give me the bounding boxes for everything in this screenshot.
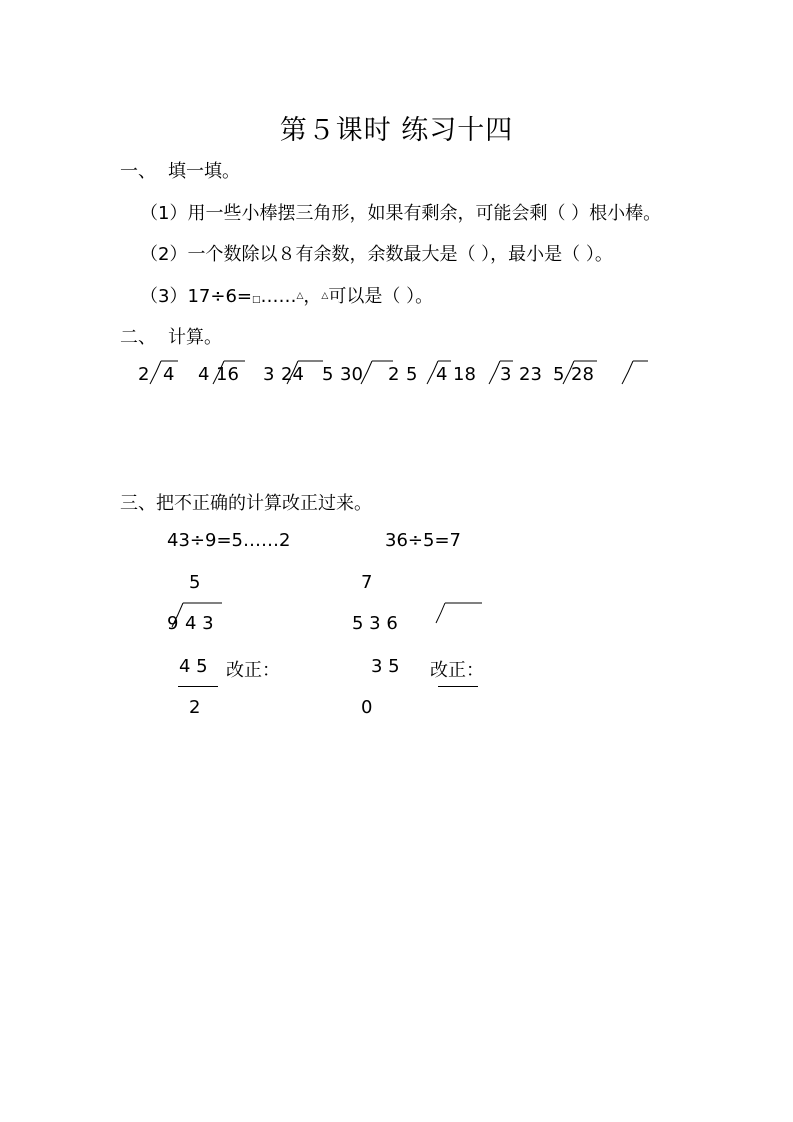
section3-heading: 三、把不正确的计算改正过来。	[120, 493, 372, 514]
left-divisor: 9	[167, 613, 179, 634]
division-number: 3	[263, 364, 275, 385]
square-symbol: □	[251, 295, 261, 305]
question-2: （2）一个数除以８有余数，余数最大是（ ），最小是（ ）。	[140, 244, 613, 265]
division-number: 5	[406, 364, 418, 385]
left-dividend: 4 3	[185, 613, 214, 634]
division-number: 4	[163, 364, 175, 385]
triangle-symbol: △	[296, 291, 304, 301]
division-number: 3	[500, 364, 512, 385]
left-remainder: 2	[189, 697, 201, 718]
division-number: 2	[138, 364, 150, 385]
long-division-bracket	[213, 360, 247, 386]
division-number: 16	[216, 364, 239, 385]
question-3	[140, 282, 433, 308]
section2-heading-number: 二、	[120, 327, 156, 348]
division-number: 30	[340, 364, 363, 385]
comma: ，	[303, 286, 322, 307]
long-division-bracket	[436, 601, 484, 627]
ellipsis: ……	[260, 286, 297, 307]
question-1: （1）用一些小棒摆三角形，如果有剩余，可能会剩（ ）根小棒。	[140, 203, 662, 224]
division-number: 4	[198, 364, 210, 385]
section2-heading: 计算。	[168, 327, 222, 348]
left-correction-label: 改正：	[226, 660, 280, 681]
section1-heading: 填一填。	[168, 161, 240, 182]
subtraction-line	[438, 686, 478, 687]
right-division-row: 5 3 6	[352, 613, 398, 634]
division-number: 5	[553, 364, 565, 385]
triangle-symbol: △	[321, 291, 329, 301]
long-division-bracket	[489, 360, 515, 386]
right-product: 3 5	[371, 656, 400, 677]
left-product: 4 5	[179, 656, 208, 677]
division-number: 4	[436, 364, 448, 385]
division-number: 18	[453, 364, 476, 385]
long-division-bracket	[563, 360, 599, 386]
right-equation: 36÷5=7	[385, 530, 461, 551]
long-division-bracket	[150, 360, 180, 386]
division-number: 5	[322, 364, 334, 385]
subtraction-line	[178, 686, 218, 687]
division-number: 23	[519, 364, 542, 385]
right-remainder: 0	[361, 697, 373, 718]
question-3-prefix: （3）17÷6=	[140, 286, 252, 307]
division-number: 24	[281, 364, 304, 385]
long-division-bracket	[172, 601, 224, 629]
section1-heading-number: 一、	[120, 161, 156, 182]
long-division-bracket	[427, 360, 453, 386]
question-3-suffix: 可以是（ ）。	[328, 286, 434, 307]
long-division-bracket	[361, 360, 395, 386]
division-number: 28	[571, 364, 594, 385]
right-correction-label: 改正：	[430, 660, 484, 681]
long-division-bracket	[287, 360, 325, 386]
page-title: 第５课时 练习十四	[279, 115, 514, 146]
right-quotient: 7	[361, 572, 373, 593]
long-division-bracket	[622, 360, 650, 386]
left-equation: 43÷9=5……2	[167, 530, 291, 551]
division-number: 2	[388, 364, 400, 385]
left-quotient: 5	[189, 572, 201, 593]
